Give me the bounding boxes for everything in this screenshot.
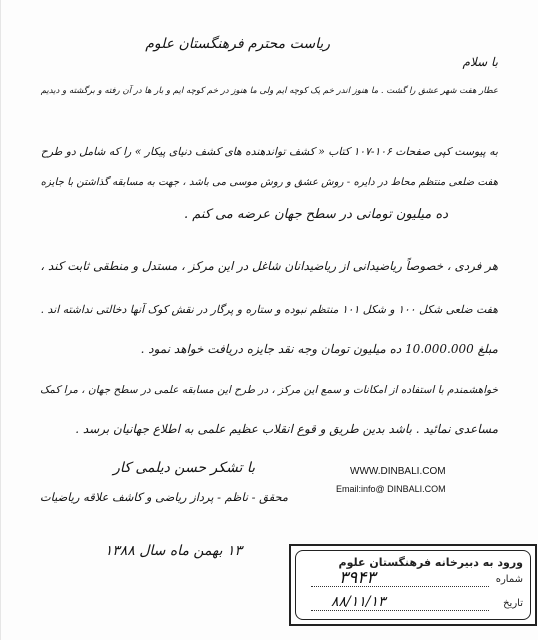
letter-line-3: هفت ضلعی منتظم محاط در دایره - روش عشق و روش موسی می باشد ، جهت به مسابقه گذاشتن با جایزه (40, 177, 498, 188)
stamp-date-label: تاریخ (503, 598, 523, 609)
letter-line-6: هفت ضلعی شکل ۱۰۰ و شکل ۱۰۱ منتظم نبوده و ستاره و پرگار در نقش کوک آنها دخالتی نداشته اند . (40, 303, 498, 316)
letter-line-7: مبلغ 10.000.000 ده میلیون تومان وجه نقد جایزه دریافت خواهد نمود . (140, 342, 498, 356)
signature-title: محقق - ناظم - پرداز ریاضی و کاشف علاقه ریاضیات (39, 490, 288, 504)
letter-line-1: عطار هفت شهر عشق را گشت . ما هنوز اندر خم یک کوچه ایم ولی ما هنوز در خم کوچه ایم و بار ها در آن رفته و برگشته و دیدیم (40, 86, 498, 96)
stamp-number-label: شماره (495, 574, 523, 585)
letter-line-5: هر فردی ، خصوصاً ریاضیدانی از ریاضیدانان شاغل در این مرکز ، مستدل و منطقی ثابت کند ، (40, 259, 498, 273)
website-watermark: WWW.DINBALI.COM (350, 466, 446, 477)
email-watermark: Email:info@ DINBALI.COM (336, 484, 446, 494)
letter-line-2: به پیوست کپی صفحات ۱۰۶-۱۰۷ کتاب « کشف تواندهنده های کشف دنیای پیکار » را که شامل دو طرح (40, 145, 498, 158)
stamp-date-line (311, 610, 489, 611)
letter-line-9: مساعدی نمائید . باشد بدین طریق و قوع انقلاب عظیم علمی به اطلاع جهانیان برسد . (75, 422, 498, 436)
letter-date: ۱۳ بهمن ماه سال ۱۳۸۸ (104, 543, 242, 559)
stamp-number-line (311, 586, 489, 587)
stamp-org: ورود به دبیرخانه فرهنگستان علوم (338, 556, 523, 569)
greeting: با سلام (462, 55, 498, 69)
stamp-date-value: ۸۸/۱۱/۱۳ (331, 594, 386, 610)
addressee: ریاست محترم فرهنگستان علوم (145, 36, 330, 52)
letter-line-8: خواهشمندم با استفاده از امکانات و سمع این مرکز ، در طرح این مسابقه علمی در سطح جهان ، مرا کمک (39, 384, 498, 396)
closing: با تشکر حسن دیلمی کار (113, 460, 255, 476)
registration-stamp (289, 544, 537, 626)
stamp-number-value: ۳۹۴۳ (339, 568, 376, 588)
letter-line-4: ده میلیون تومانی در سطح جهان عرضه می کنم . (183, 207, 448, 222)
